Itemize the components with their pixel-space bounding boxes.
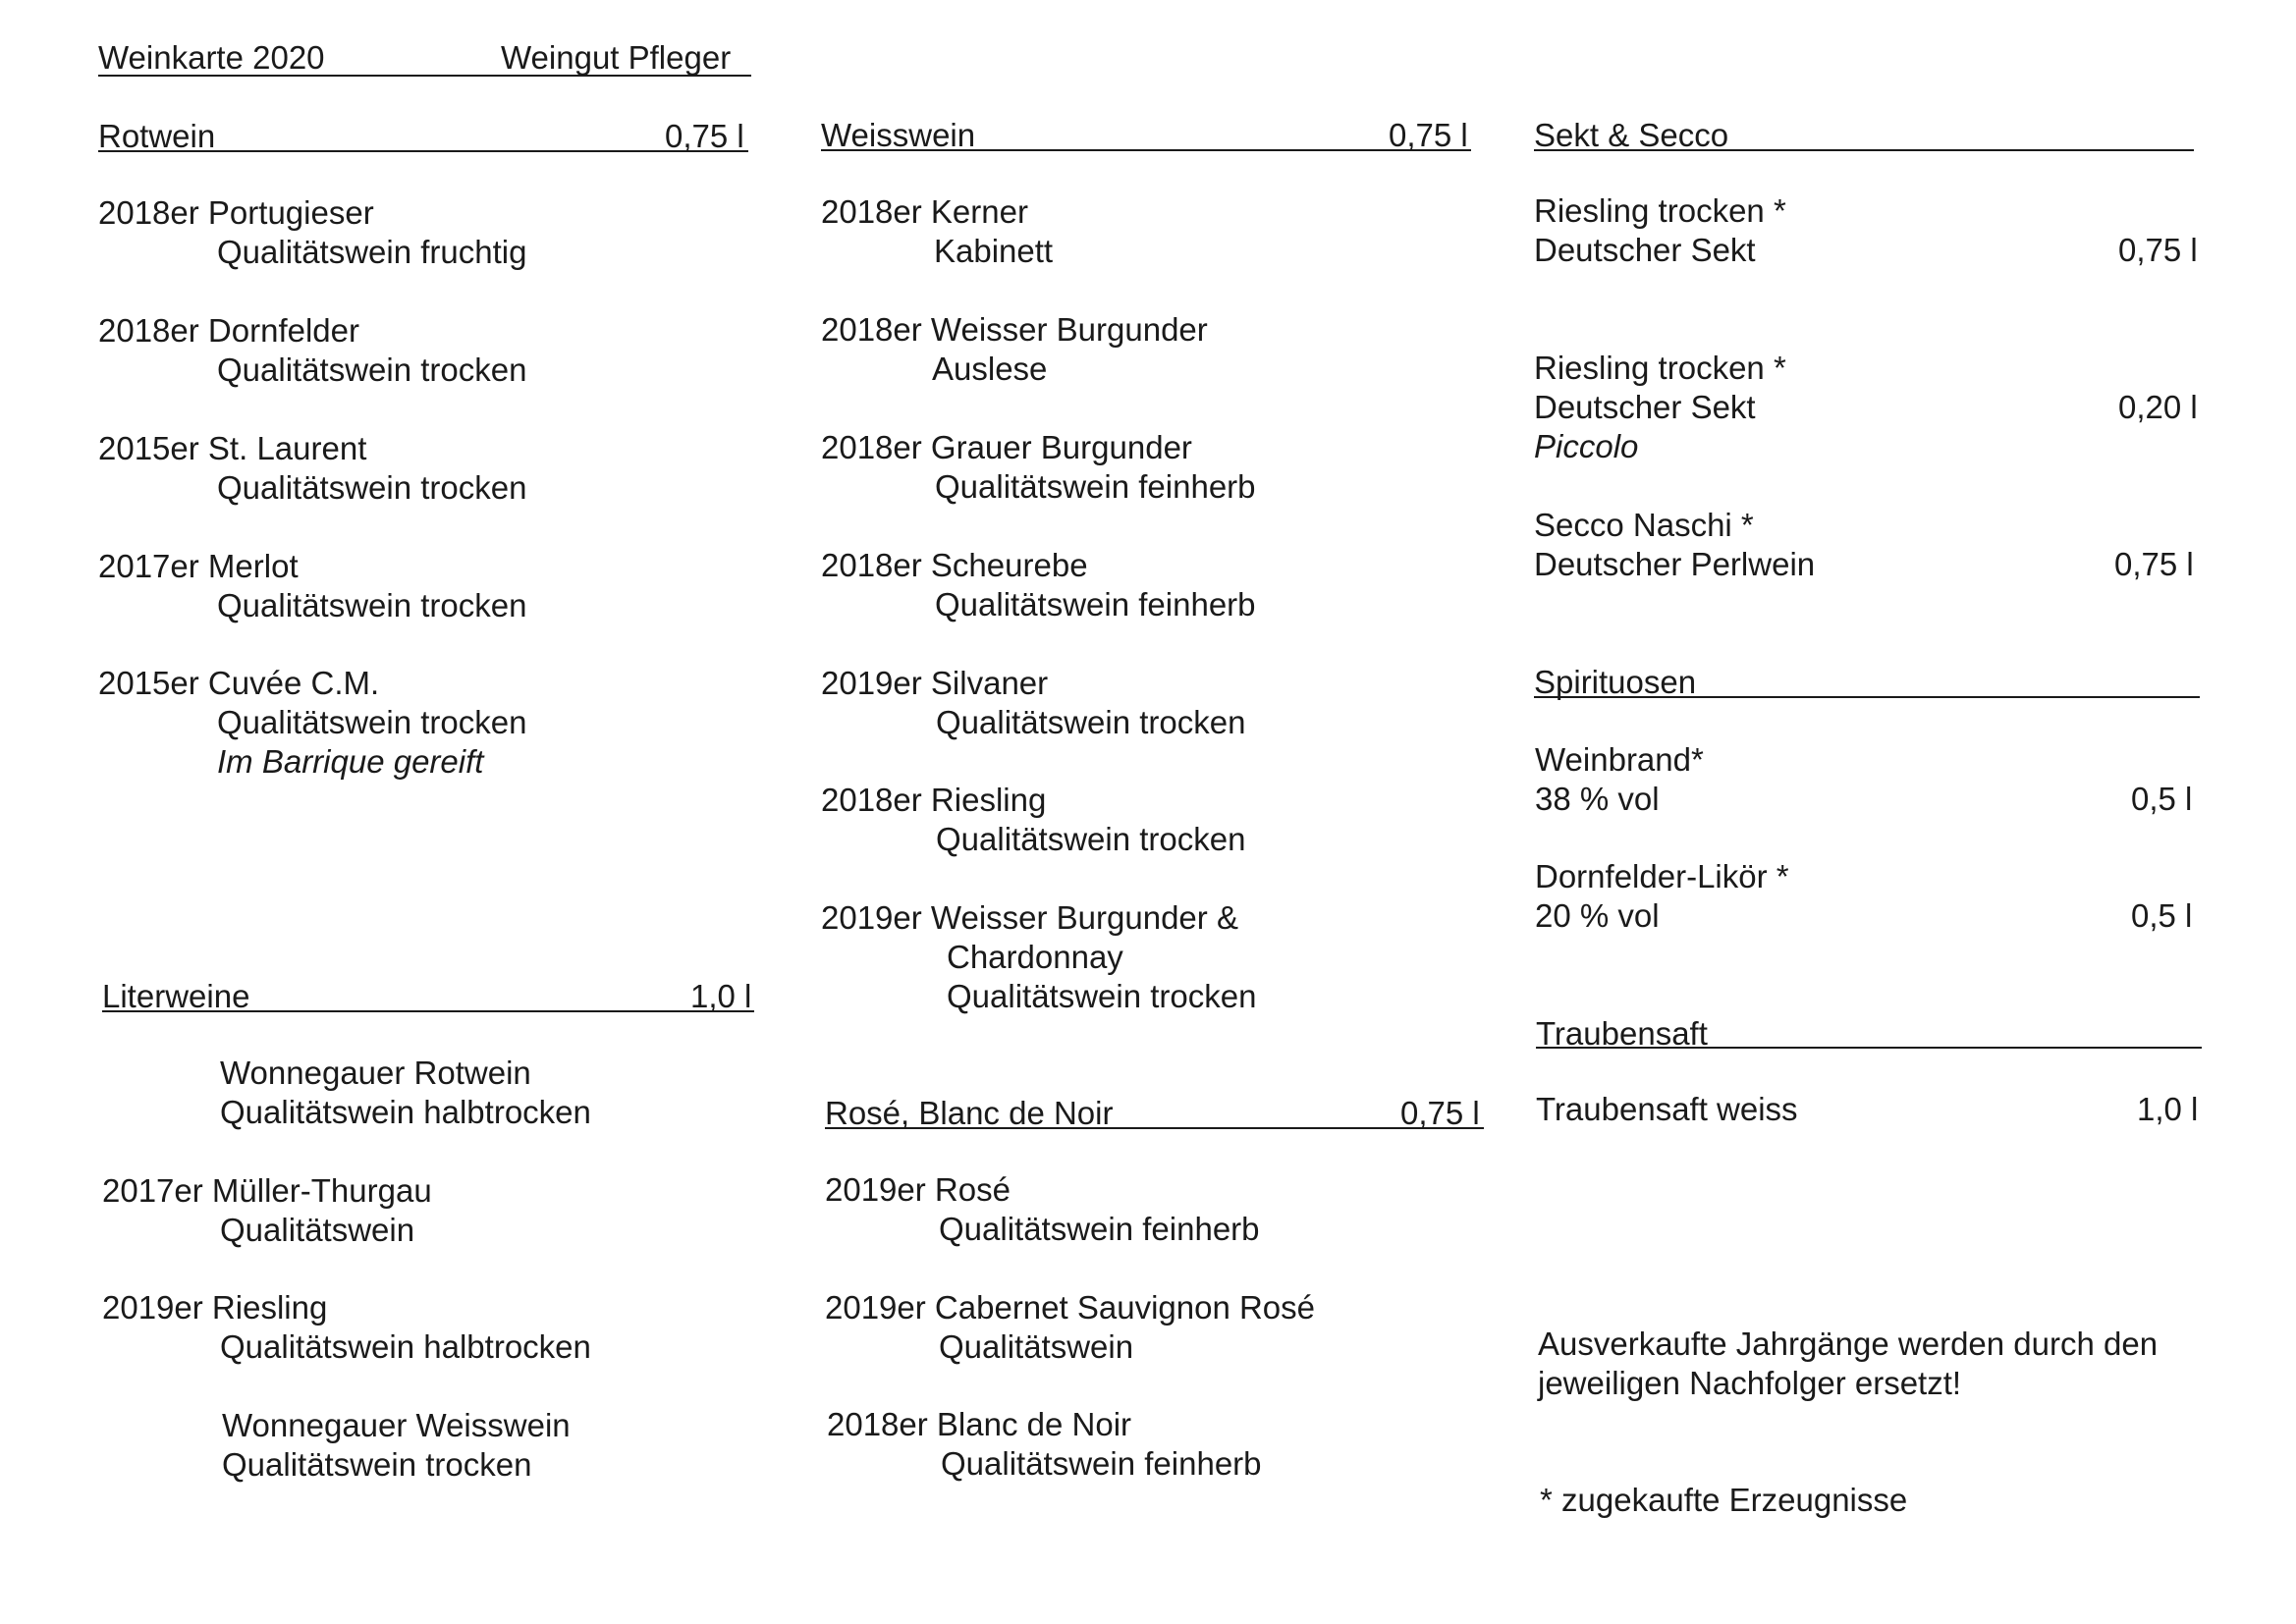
wine-description: Qualitätswein halbtrocken [220,1328,591,1365]
wine-name: 2018er Dornfelder [98,312,359,349]
wine-description: Qualitätswein [939,1328,1134,1365]
wine-name: 2015er Cuvée C.M. [98,665,380,701]
wine-description: Qualitätswein trocken [947,978,1257,1014]
drink-name: Secco Naschi * [1534,507,1754,543]
section-heading: Literweine [102,978,250,1014]
wine-note: Im Barrique gereift [217,743,484,780]
section-heading: Rosé, Blanc de Noir [825,1095,1114,1131]
wine-name: 2018er Blanc de Noir [827,1406,1132,1442]
wine-description: Qualitätswein feinherb [941,1445,1262,1482]
wine-description: Qualitätswein trocken [217,352,527,388]
drink-volume: 0,20 l [2118,389,2198,425]
section-heading: Rotwein [98,118,216,154]
wine-name: Wonnegauer Rotwein [220,1055,531,1091]
wine-name: 2018er Portugieser [98,194,374,231]
sold-out-note: jeweiligen Nachfolger ersetzt! [1538,1365,1962,1401]
drink-volume: 0,75 l [2118,232,2198,268]
wine-name: 2019er Cabernet Sauvignon Rosé [825,1289,1316,1326]
wine-name: 2018er Riesling [821,782,1047,818]
wine-description: Qualitätswein feinherb [935,586,1256,623]
wine-description: Qualitätswein feinherb [935,468,1256,505]
section-underline [102,1010,754,1012]
wine-description: Qualitätswein trocken [222,1446,532,1483]
wine-description: Qualitätswein trocken [217,469,527,506]
wine-description: Qualitätswein [220,1212,415,1248]
wine-description: Qualitätswein halbtrocken [220,1094,591,1130]
section-heading: Weisswein [821,117,976,153]
drink-volume: 0,5 l [2131,781,2193,817]
section-underline [1536,1047,2202,1049]
wine-name: 2018er Scheurebe [821,547,1088,583]
wine-name: 2018er Grauer Burgunder [821,429,1192,465]
wine-name: 2017er Müller-Thurgau [102,1172,432,1209]
footnote: * zugekaufte Erzeugnisse [1540,1482,1908,1518]
drink-description: 20 % vol [1535,897,1660,934]
drink-name: Riesling trocken * [1534,192,1786,229]
wine-description: Kabinett [934,233,1054,269]
wine-description: Qualitätswein trocken [936,821,1246,857]
wine-name: 2019er Riesling [102,1289,328,1326]
drink-volume: 1,0 l [2137,1091,2199,1127]
wine-name: 2018er Kerner [821,193,1028,230]
wine-description: Auslese [932,351,1048,387]
wine-name: 2018er Weisser Burgunder [821,311,1208,348]
wine-name: Wonnegauer Weisswein [222,1407,571,1443]
drink-name: Dornfelder-Likör * [1535,858,1789,894]
section-volume: 0,75 l [665,118,744,154]
wine-name: 2015er St. Laurent [98,430,367,466]
section-heading: Sekt & Secco [1534,117,1729,153]
section-volume: 0,75 l [1400,1095,1480,1131]
section-underline [98,150,748,152]
drink-description: Deutscher Sekt [1534,389,1756,425]
section-underline [821,149,1471,151]
drink-name: Riesling trocken * [1534,350,1786,386]
drink-volume: 0,5 l [2131,897,2193,934]
section-volume: 1,0 l [690,978,752,1014]
title-underline [98,75,751,77]
section-underline [825,1127,1484,1129]
menu-title: Weinkarte 2020 [98,39,325,76]
wine-name: 2019er Silvaner [821,665,1049,701]
wine-description: Qualitätswein fruchtig [217,234,527,270]
drink-description: Deutscher Perlwein [1534,546,1816,582]
drink-note: Piccolo [1534,428,1639,464]
drink-volume: 0,75 l [2114,546,2194,582]
section-underline [1534,696,2200,698]
wine-description: Qualitätswein trocken [217,587,527,623]
wine-description: Qualitätswein trocken [936,704,1246,740]
sold-out-note: Ausverkaufte Jahrgänge werden durch den [1538,1326,2159,1362]
wine-description: Qualitätswein trocken [217,704,527,740]
drink-name: Weinbrand* [1535,741,1704,778]
drink-description: 38 % vol [1535,781,1660,817]
wine-description: Qualitätswein feinherb [939,1211,1260,1247]
drink-name: Traubensaft weiss [1536,1091,1798,1127]
wine-description: Chardonnay [947,939,1123,975]
section-underline [1534,149,2194,151]
section-heading: Spirituosen [1534,664,1697,700]
winery-name: Weingut Pfleger [501,39,732,76]
wine-name: 2019er Rosé [825,1171,1011,1208]
section-volume: 0,75 l [1389,117,1468,153]
wine-name: 2017er Merlot [98,548,299,584]
section-heading: Traubensaft [1536,1015,1708,1052]
drink-description: Deutscher Sekt [1534,232,1756,268]
wine-name: 2019er Weisser Burgunder & [821,899,1238,936]
